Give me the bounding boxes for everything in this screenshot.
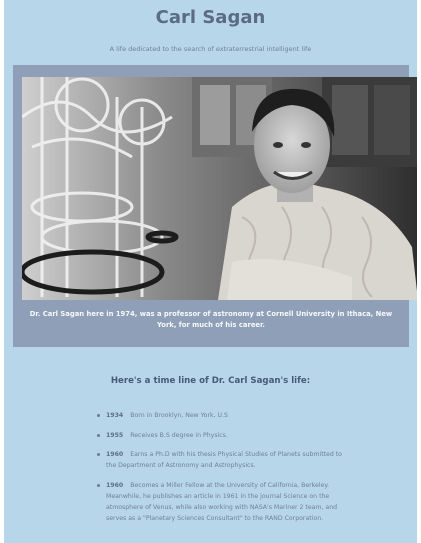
- bullet-icon: [97, 484, 100, 487]
- timeline-item: [92, 430, 342, 441]
- timeline-text: Born in Brooklyn, New York, U.S: [130, 412, 228, 419]
- timeline-list: [92, 410, 342, 532]
- carl-sagan-photo: [22, 77, 417, 300]
- timeline-year: 1960: [106, 451, 124, 458]
- timeline-item: [92, 449, 342, 471]
- page-subtitle: A life dedicated to the search of extraterrestrial intelligent life: [109, 45, 312, 53]
- tribute-page: [4, 0, 417, 543]
- bullet-icon: [97, 414, 100, 417]
- timeline-text: Receives B.S degree in Physics.: [130, 431, 228, 439]
- timeline-year: 1934: [106, 412, 124, 419]
- bullet-icon: [97, 453, 100, 456]
- bullet-icon: [97, 434, 100, 437]
- timeline-heading: Here's a time line of Dr. Carl Sagan's life:: [110, 376, 311, 386]
- timeline-item: [92, 480, 342, 524]
- timeline-item: [92, 410, 342, 421]
- timeline-text: Becomes a Miller Fellow at the University of California, Berkeley. Meanwhile, he publishes an article in 1961 in the journal Science on the atmosphere of Venus, while also working with NASA's Mariner 2 team, and serves as a "Planetary Sciences Consultant" to the RAND Corporation.: [106, 481, 338, 522]
- photo-caption: Dr. Carl Sagan here in 1974, was a professor of astronomy at Cornell University in Ithaca, New York, for much of his career.: [29, 310, 393, 329]
- image-figure: [13, 65, 409, 347]
- page-title: Carl Sagan: [155, 7, 266, 28]
- timeline-year: 1960: [106, 481, 124, 489]
- timeline-text: Earns a Ph.D with his thesis Physical Studies of Planets submitted to the Department of Astronomy and Astrophysics.: [106, 451, 342, 469]
- timeline-year: 1955: [106, 431, 124, 439]
